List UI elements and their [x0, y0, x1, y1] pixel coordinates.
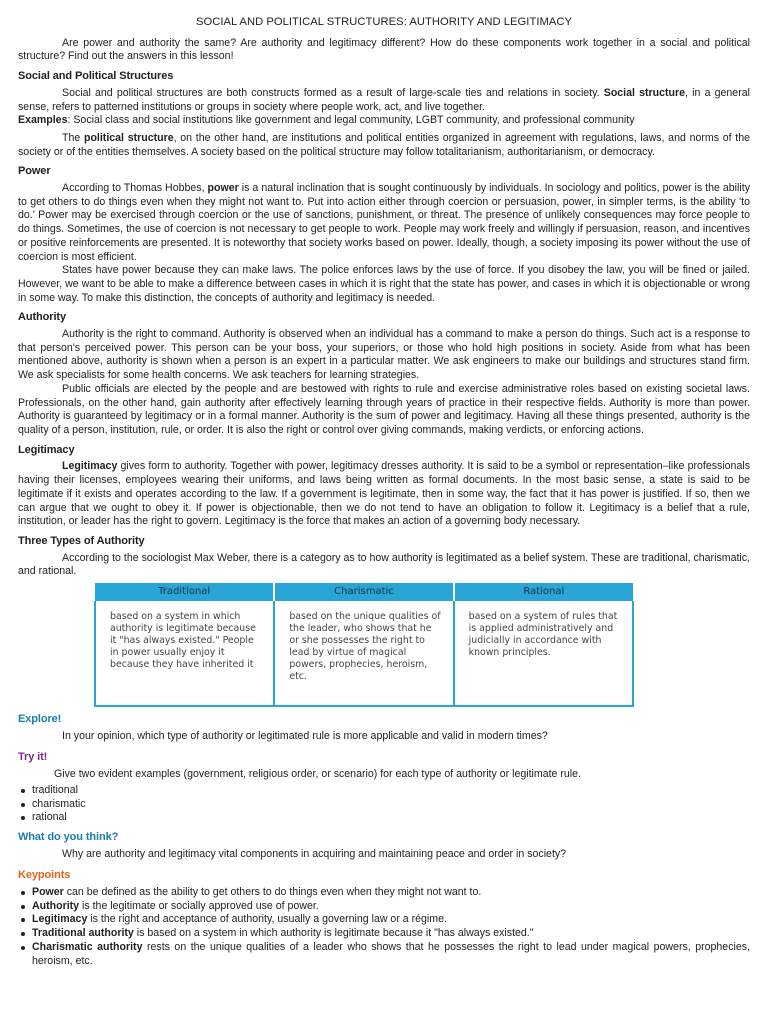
authority-paragraph-1: Authority is the right to command. Authority is observed when an individual has a command to make a person do things. Such act is a response to that person's perceived power. This person can be your boss, your superiors, or those who hold high positions in society. Aside from what has been mentioned above, authority is shown when a person is an expert in a particular matter. We ask engineers to make our buildings and structures stand firm. We ask specialists for some health concerns. We ask teachers for learning strategies.: [18, 328, 750, 382]
keypoint-item: Charismatic authority rests on the unique qualities of a leader who shows that he possesses the right to lead under magical powers, prophecies, heroism, etc.: [18, 941, 750, 968]
think-question: Why are authority and legitimacy vital components in acquiring and maintaining peace and order in society?: [62, 847, 567, 860]
table-header-traditional: Traditional: [95, 583, 274, 601]
section-heading-legitimacy: Legitimacy: [18, 443, 75, 456]
table-header-charismatic: Charismatic: [274, 583, 453, 601]
table-cell-charismatic: based on the unique qualities of the leader, who shows that he or she possesses the right to lead by virtue of magical powers, prophecies, heroism, etc.: [274, 601, 453, 706]
tryit-heading: Try it!: [18, 751, 48, 764]
examples-line: Examples: Social class and social institutions like government and legal community, LGBT community, and professional community: [18, 114, 635, 127]
list-item: charismatic: [18, 798, 750, 812]
table-cell-rational: based on a system of rules that is applied administratively and judicially in accordance with known principles.: [454, 601, 633, 706]
keypoint-item: Power can be defined as the ability to get others to do things even when they might not want to.: [18, 886, 750, 900]
keypoint-item: Authority is the legitimate or socially approved use of power.: [18, 900, 750, 914]
list-item: rational: [18, 811, 750, 825]
section-heading-authority: Authority: [18, 311, 66, 324]
section-heading-social: Social and Political Structures: [18, 70, 174, 83]
page-title: SOCIAL AND POLITICAL STRUCTURES: AUTHORITY AND LEGITIMACY: [195, 16, 573, 28]
power-paragraph-1: According to Thomas Hobbes, power is a natural inclination that is sought continuously by individuals. In sociology and politics, power is the ability to get others to do things even when they might not want to. Put into action either through coercion or persuasion, power, in simpler terms, is the ability 'to do.' Power may be exercised through coercion or the use of sanctions, punishment, or threat. The presence of unlikely consequences may force people to do things. Sometimes, the use of coercion is not necessary to get people to work. People may work freely and willingly if persuasion, reason, and incentives or positive reinforcements are presented. It is noteworthy that society works based on power. Ideally, though, a society imposing its power without the use of coercion is most efficient.: [18, 182, 750, 263]
document-page: [18, 0, 750, 968]
think-heading: What do you think?: [18, 830, 119, 843]
table-cell-traditional: based on a system in which authority is legitimate because it "has always existed." People in power usually enjoy it because they have inherited it: [95, 601, 274, 706]
social-paragraph-1: Social and political structures are both constructs formed as a result of large-scale ties and relations in society. Social structure, in a general sense, refers to patterned institutions or groups in society where people work, act, and live together.: [18, 86, 750, 113]
types-paragraph: According to the sociologist Max Weber, there is a category as to how authority is legitimated as a belief system. These are traditional, charismatic, and rational.: [18, 551, 750, 578]
tryit-instruction: Give two evident examples (government, religious order, or scenario) for each type of authority or legitimate rule.: [54, 768, 581, 781]
social-paragraph-2: The political structure, on the other hand, are institutions and political entities organized in agreement with regulations, laws, and norms of the society or of the entities themselves. A society based on the political structure may follow totalitarianism, authoritarianism, or democracy.: [18, 131, 750, 158]
table-header-rational: Rational: [454, 583, 633, 601]
power-paragraph-2: States have power because they can make laws. The police enforces laws by the use of force. If you disobey the law, you will be fined or jailed. However, we want to be able to make a difference between cases in which it is right that the state has power, and cases in which it is objectionable or wrong in some way. To make this distinction, the concepts of authority and legitimacy is needed.: [18, 264, 750, 304]
keypoints-heading: Keypoints: [18, 869, 71, 882]
explore-heading: Explore!: [18, 713, 62, 726]
section-heading-power: Power: [18, 165, 51, 178]
keypoint-item: Legitimacy is the right and acceptance of authority, usually a governing law or a régime.: [18, 913, 750, 927]
explore-question: In your opinion, which type of authority or legitimated rule is more applicable and valid in modern times?: [62, 729, 548, 742]
authority-paragraph-2: Public officials are elected by the people and are bestowed with rights to rule and exercise administrative roles based on existing societal laws. Professionals, on the other hand, gain authority after effectively learning through years of practice in their respective fields. Authority is more than power. Authority is guaranteed by legitimacy or in a formal manner. Authority is the sum of power and legitimacy. Having all these things presented, authority is the quality of a person, institution, rule, or order. It is also the right or control over giving commands, making verdicts, or enforcing actions.: [18, 382, 750, 436]
tryit-list: [18, 784, 750, 825]
section-heading-types: Three Types of Authority: [18, 534, 145, 547]
keypoint-item: Traditional authority is based on a system in which authority is legitimate because it "has always existed.": [18, 927, 750, 941]
list-item: traditional: [18, 784, 750, 798]
keypoints-list: [18, 886, 750, 968]
intro-paragraph: Are power and authority the same? Are authority and legitimacy different? How do these components work together in a social and political structure? Find out the answers in this lesson!: [18, 36, 750, 63]
authority-types-table: [94, 583, 634, 707]
legitimacy-paragraph: Legitimacy gives form to authority. Together with power, legitimacy dresses authority. It is said to be a symbol or representation–like professionals having their licenses, employees wearing their uniforms, and laws being written as formal documents. In the most basic sense, a state is said to be legitimate if it exists and operates according to the law. If a government is legitimate, then in some way, the fact that it has power is justified. If so, then we can argue that we ought to obey it. If power is objectionable, then we do not tend to have an obligation to follow it. Legitimacy is a belief that a rule, institution, or leader has the right to govern. Legitimacy is the force that makes an action of a governing body necessary.: [18, 460, 750, 528]
